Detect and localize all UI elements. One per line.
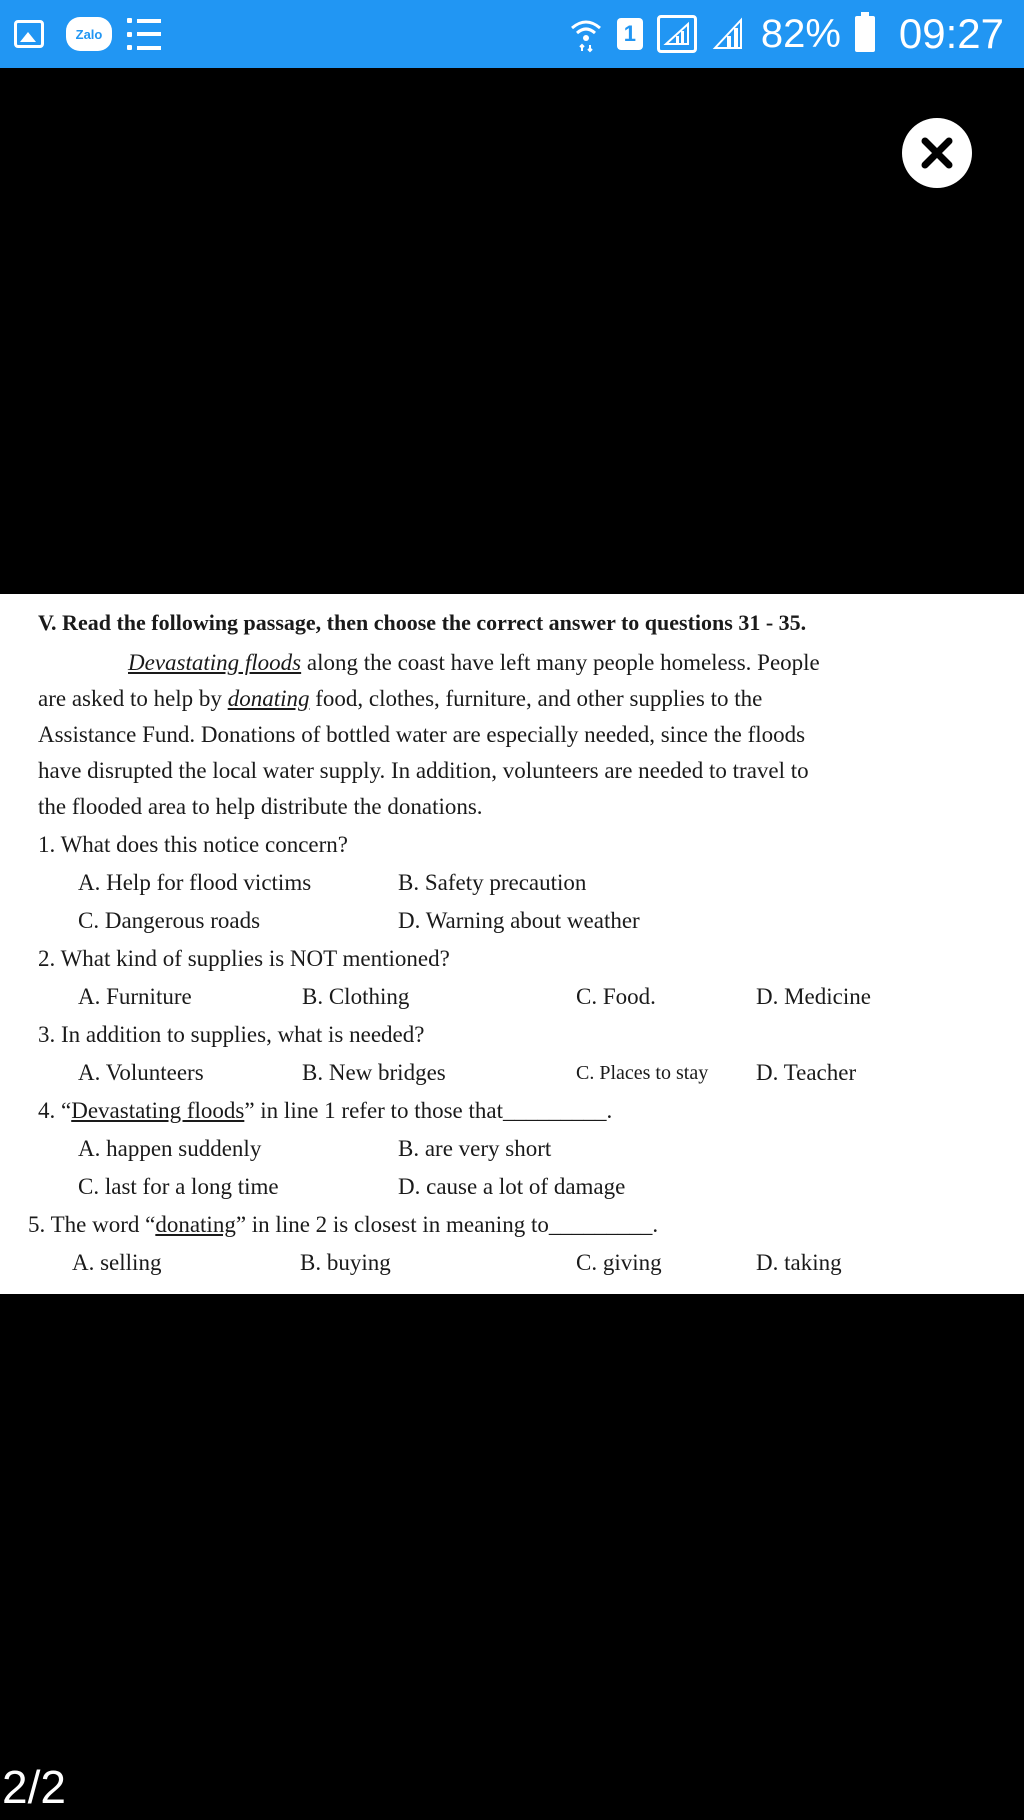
question-5-option-a: A. selling	[72, 1250, 162, 1275]
status-right	[569, 8, 1004, 60]
passage-term-donating: donating	[227, 686, 310, 711]
question-1-stem: 1. What does this notice concern?	[38, 832, 348, 857]
clock: 09:27	[898, 10, 1004, 57]
question-1-option-c: C. Dangerous roads	[78, 908, 261, 933]
zalo-icon: Zalo	[66, 17, 112, 51]
passage-term-devastating: Devastating floods	[128, 650, 302, 675]
passage-line-3: Assistance Fund. Donations of bottled water are especially needed, since the floods	[38, 722, 806, 747]
question-4-option-d: D. cause a lot of damage	[398, 1174, 626, 1199]
picture-icon	[14, 20, 44, 48]
question-4-option-b: B. are very short	[398, 1136, 552, 1161]
question-5-term: donating	[155, 1212, 236, 1237]
passage-text: along the coast have left many people homeless. People	[301, 650, 820, 675]
question-text: 5. The word “	[28, 1212, 156, 1237]
passage-line-4: have disrupted the local water supply. In addition, volunteers are needed to travel to	[38, 758, 809, 783]
question-5-option-d: D. taking	[756, 1250, 842, 1275]
question-4-term: Devastating floods	[71, 1098, 245, 1123]
question-2-option-c: C. Food.	[576, 984, 656, 1009]
status-left	[10, 12, 162, 56]
question-1-option-a: A. Help for flood victims	[78, 870, 312, 895]
question-text: 4. “	[38, 1098, 72, 1123]
passage-text: are asked to help by	[38, 686, 228, 711]
question-2-stem: 2. What kind of supplies is NOT mentioned?	[38, 946, 450, 971]
signal-bars-icon	[711, 16, 747, 52]
question-3-option-b: B. New bridges	[302, 1060, 446, 1085]
question-4-option-a: A. happen suddenly	[78, 1136, 262, 1161]
battery-icon	[855, 16, 875, 52]
question-3-option-a: A. Volunteers	[78, 1060, 204, 1085]
question-text: ” in line 2 is closest in meaning to	[235, 1212, 549, 1237]
answer-blank: _________.	[548, 1212, 659, 1237]
section-heading: V. Read the following passage, then choose the correct answer to questions 31 - 35.	[38, 610, 807, 635]
question-2-option-b: B. Clothing	[302, 984, 410, 1009]
question-3-stem: 3. In addition to supplies, what is needed?	[38, 1022, 425, 1047]
close-icon	[917, 133, 957, 173]
sim-icon: 1	[617, 18, 643, 50]
question-2-option-d: D. Medicine	[756, 984, 871, 1009]
signal-icon	[657, 15, 697, 53]
close-button[interactable]	[902, 118, 972, 188]
question-1-option-d: D. Warning about weather	[398, 908, 640, 933]
question-5-stem	[28, 1210, 658, 1240]
question-3-option-c: C. Places to stay	[576, 1062, 709, 1084]
menu-icon	[126, 18, 162, 50]
question-5-option-b: B. buying	[300, 1250, 391, 1275]
passage-line-1	[128, 648, 820, 678]
passage-line-5: the flooded area to help distribute the donations.	[38, 794, 483, 819]
answer-blank: _________.	[503, 1098, 613, 1123]
document-page	[0, 594, 1024, 1294]
question-4-option-c: C. last for a long time	[78, 1174, 279, 1199]
status-bar	[0, 0, 1024, 68]
passage-line-2	[38, 684, 762, 714]
question-1-option-b: B. Safety precaution	[398, 870, 587, 895]
wifi-icon	[569, 14, 603, 54]
question-text: ” in line 1 refer to those that	[244, 1098, 503, 1123]
page-indicator: 2/2	[2, 1761, 66, 1813]
question-2-option-a: A. Furniture	[78, 984, 192, 1009]
battery-percent: 82%	[760, 11, 841, 56]
passage-text: food, clothes, furniture, and other supplies to the	[309, 686, 763, 711]
question-3-option-d: D. Teacher	[756, 1060, 857, 1085]
question-4-stem	[38, 1096, 612, 1126]
question-5-option-c: C. giving	[576, 1250, 662, 1275]
